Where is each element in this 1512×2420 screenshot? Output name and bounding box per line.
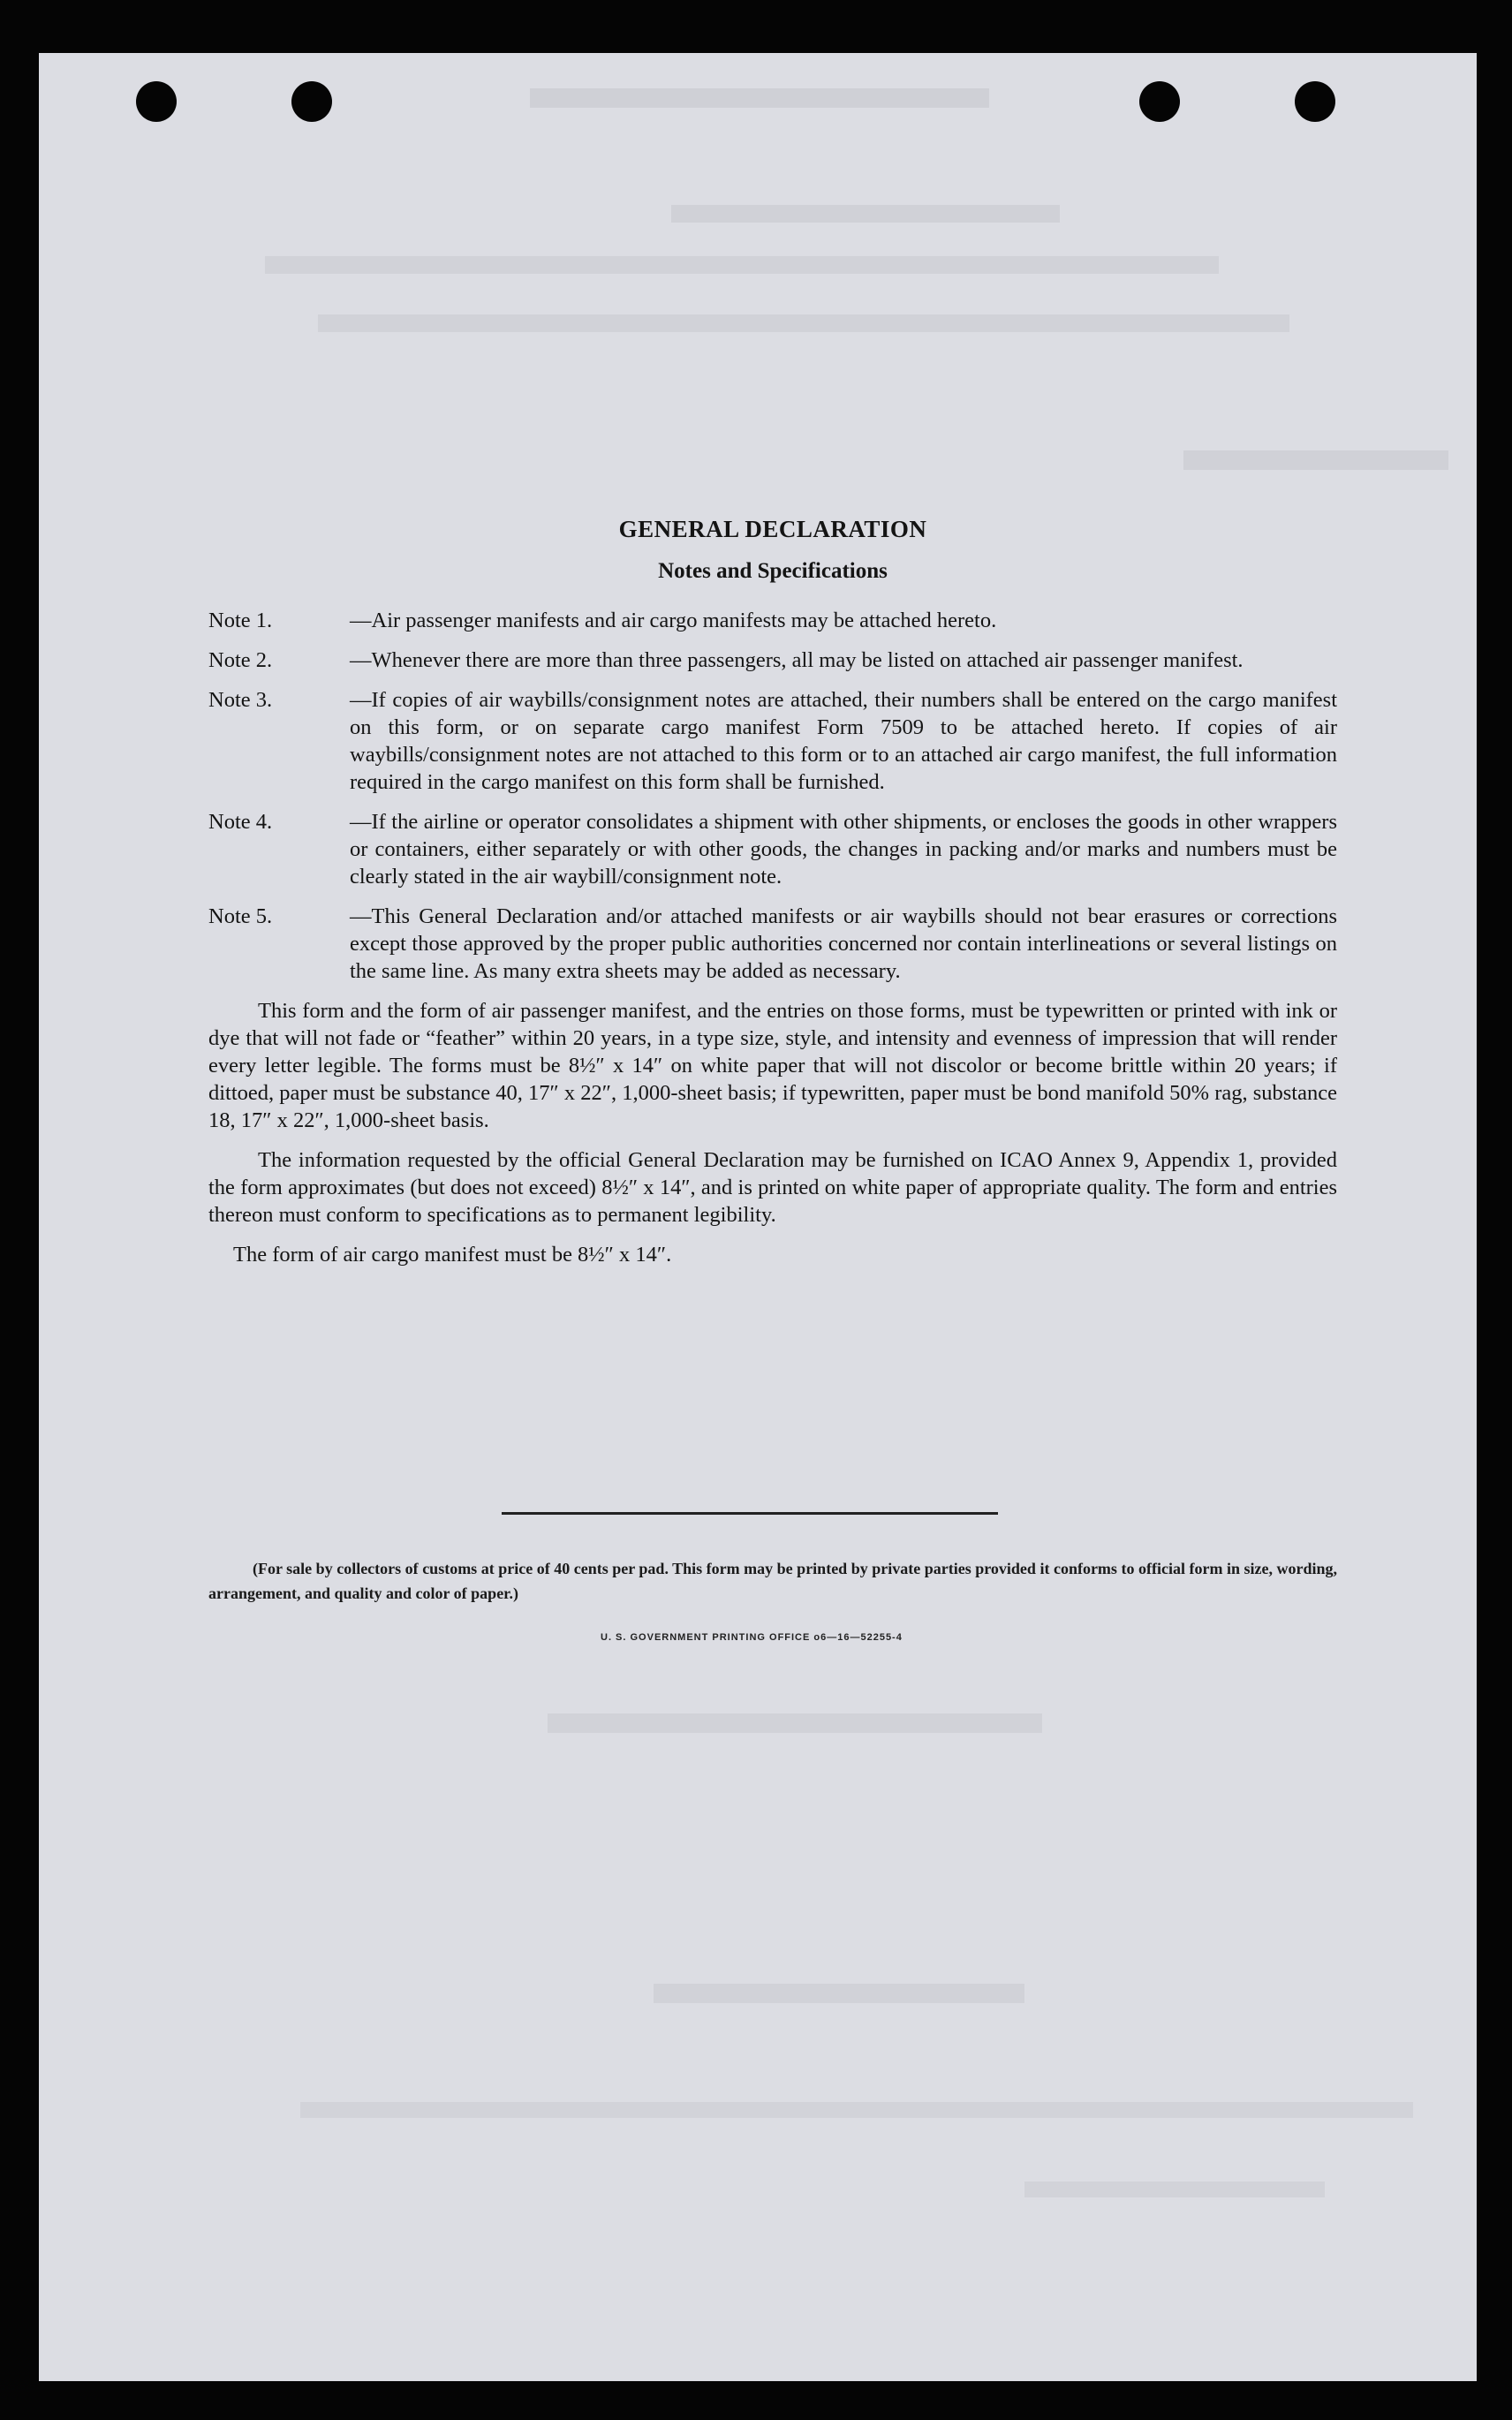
note-label: Note 2. (208, 648, 273, 672)
note-label: Note 5. (208, 904, 273, 928)
declaration-content (208, 516, 1337, 1281)
punch-hole (291, 81, 332, 122)
note-item (208, 808, 1337, 890)
sale-note: (For sale by collectors of customs at price of 40 cents per pad. This form may be printed by private parties provided it conforms to official form in size, wording, arrangement, and quality and color of paper.) (208, 1560, 1337, 1602)
bleed-through-shadow (300, 2102, 1413, 2118)
note-label: Note 1. (208, 609, 273, 632)
specification-paragraph: This form and the form of air passenger manifest, and the entries on those forms, must be typewritten or printed with ink or dye that will not fade or “feather” within 20 years, in a type size, style, and intensity and evenness of impression that will render every letter legible. The forms must be 8½″ x 14″ on white paper that will not discolor or become brittle within 20 years; if dittoed, paper must be substance 40, 17″ x 22″, 1,000-sheet basis; if typewritten, paper must be bond manifold 50% rag, substance 18, 17″ x 22″, 1,000-sheet basis. (208, 999, 1337, 1132)
bleed-through-shadow (318, 314, 1289, 332)
punch-hole (136, 81, 177, 122)
punch-hole (1139, 81, 1180, 122)
document-subtitle: Notes and Specifications (658, 559, 888, 583)
bleed-through-shadow (265, 256, 1219, 274)
bleed-through-shadow (654, 1984, 1024, 2003)
notes-list (208, 607, 1337, 985)
note-item (208, 607, 1337, 634)
note-label: Note 3. (208, 688, 273, 712)
document-title: GENERAL DECLARATION (618, 516, 927, 542)
specification-paragraph: The information requested by the official General Declaration may be furnished on ICAO Annex 9, Appendix 1, provided the form approximates (but does not exceed) 8½″ x 14″, and is printed on white paper of appropriate quality. The form and entries thereon must conform to specifications as to permanent legibility. (208, 1148, 1337, 1227)
note-item (208, 647, 1337, 674)
note-item (208, 686, 1337, 796)
note-text: —If copies of air waybills/consignment notes are attached, their numbers shall be entered on the cargo manifest on this form, or on separate cargo manifest Form 7509 to be attached hereto. If copies of air waybills/consignment notes are not attached to this form or to an attached air cargo manifest, the full information required in the cargo manifest on this form shall be furnished. (350, 688, 1337, 794)
printer-line: U. S. GOVERNMENT PRINTING OFFICE o6—16—52255-4 (601, 1632, 903, 1643)
punch-hole (1295, 81, 1335, 122)
note-text: —If the airline or operator consolidates a shipment with other shipments, or encloses the goods in other wrappers or containers, either separately or with other goods, the changes in packing and/or marks and numbers must be clearly stated in the air waybill/consignment note. (350, 810, 1337, 889)
bleed-through-shadow (1183, 450, 1448, 470)
bleed-through-shadow (671, 205, 1060, 223)
divider-rule (502, 1512, 998, 1515)
specification-paragraph: The form of air cargo manifest must be 8½″ x 14″. (233, 1243, 672, 1267)
bleed-through-shadow (548, 1713, 1042, 1733)
bleed-through-shadow (1024, 2182, 1325, 2197)
note-label: Note 4. (208, 810, 273, 834)
note-text: —Whenever there are more than three passengers, all may be listed on attached air passenger manifest. (350, 648, 1244, 672)
note-text: —Air passenger manifests and air cargo manifests may be attached hereto. (350, 609, 997, 632)
bleed-through-shadow (530, 88, 989, 108)
note-item (208, 903, 1337, 985)
note-text: —This General Declaration and/or attached manifests or air waybills should not bear erasures or corrections except those approved by the proper public authorities concerned nor contain interlineations or several listings on the same line. As many extra sheets may be added as necessary. (350, 904, 1337, 983)
